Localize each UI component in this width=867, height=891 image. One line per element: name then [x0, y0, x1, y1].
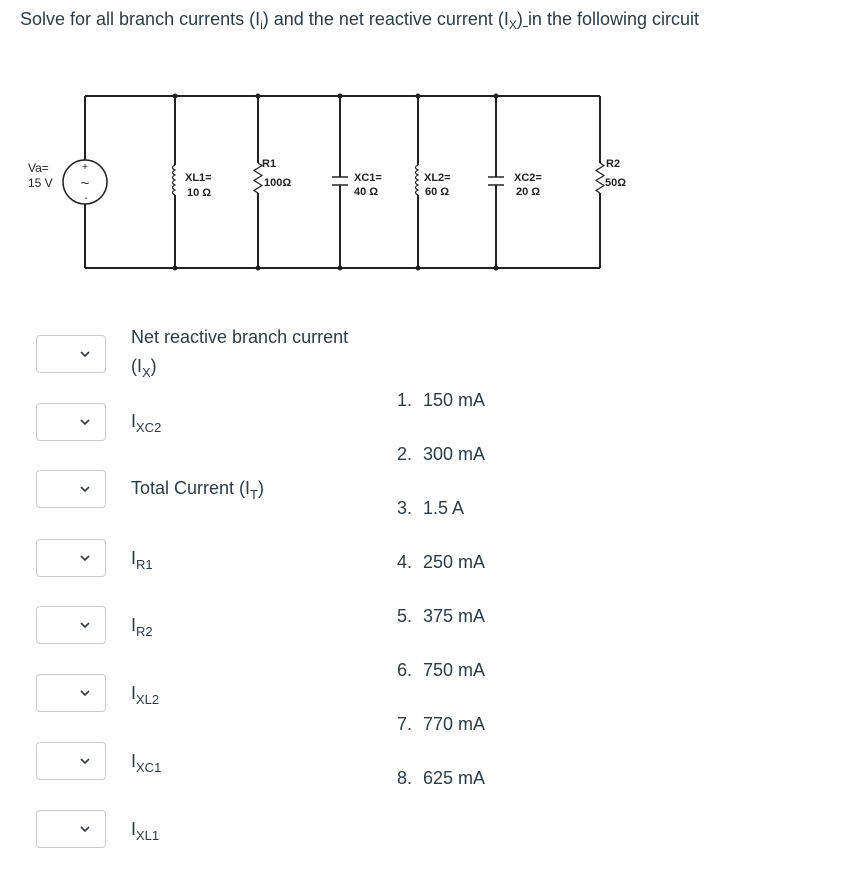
source-label: Va=	[28, 161, 49, 175]
chevron-down-icon	[78, 347, 92, 361]
item-text: )	[150, 356, 157, 376]
answer-dropdown-ir2[interactable]	[36, 606, 106, 644]
option-text: 250 mA	[423, 552, 486, 572]
item-text: )	[258, 478, 264, 498]
circuit-diagram	[20, 85, 640, 275]
xl1-value: 10 Ω	[187, 187, 212, 199]
option-number: 7.	[397, 714, 413, 734]
option-text: 770 mA	[423, 714, 486, 734]
option-number: 1.	[397, 390, 413, 410]
question-sub-x: X	[508, 18, 517, 32]
xc1-value: 40 Ω	[354, 186, 379, 198]
option-item	[397, 390, 485, 411]
inductor-xl2-symbol	[416, 165, 419, 195]
item-label-ixl2	[131, 679, 159, 708]
xl1-name: XL1=	[185, 172, 212, 184]
answer-dropdown-ir1[interactable]	[36, 539, 106, 577]
item-text: (I	[131, 356, 142, 376]
item-label-net-reactive	[131, 323, 348, 381]
option-number: 2.	[397, 444, 413, 464]
resistor-r2-symbol	[596, 163, 604, 193]
r2-name: R2	[606, 158, 621, 170]
item-text: Total Current (I	[131, 478, 251, 498]
xc1-name: XC1=	[354, 172, 382, 184]
option-item	[397, 444, 485, 465]
option-text: 150 mA	[423, 390, 486, 410]
option-number: 4.	[397, 552, 413, 572]
capacitor-xc2-symbol	[488, 177, 504, 185]
item-label-ixc1	[131, 747, 161, 776]
option-text: 750 mA	[423, 660, 486, 680]
question-part: ) and the net reactive current (I	[262, 9, 509, 29]
item-text-line2	[131, 352, 348, 381]
resistor-r1-symbol	[254, 163, 262, 193]
item-sub: R2	[136, 624, 153, 639]
answer-dropdown-ixl1[interactable]	[36, 810, 106, 848]
item-label-ir1	[131, 544, 153, 573]
xc2-name: XC2=	[514, 172, 542, 184]
item-text: I	[131, 615, 137, 635]
item-text: I	[131, 819, 137, 839]
question-part: Solve for all branch currents (I	[20, 9, 261, 29]
answer-dropdown-ixc1[interactable]	[36, 742, 106, 780]
option-number: 3.	[397, 498, 413, 518]
source-plus: +	[82, 162, 88, 173]
option-text: 375 mA	[423, 606, 486, 626]
item-text: I	[131, 751, 137, 771]
option-number: 5.	[397, 606, 413, 626]
question-text	[20, 4, 720, 34]
r1-name: R1	[262, 158, 277, 170]
item-sub: R1	[136, 557, 153, 572]
question-part: )	[516, 9, 523, 29]
option-item	[397, 714, 485, 735]
chevron-down-icon	[78, 686, 92, 700]
chevron-down-icon	[78, 618, 92, 632]
option-text: 625 mA	[423, 768, 486, 788]
item-sub: XL1	[136, 828, 160, 843]
item-text: I	[131, 411, 137, 431]
xc2-value: 20 Ω	[516, 186, 541, 198]
item-text: I	[131, 548, 137, 568]
item-text: I	[131, 683, 137, 703]
r1-value: 100Ω	[264, 177, 292, 189]
option-item	[397, 606, 485, 627]
chevron-down-icon	[78, 482, 92, 496]
option-number: 8.	[397, 768, 413, 788]
xl2-value: 60 Ω	[425, 186, 450, 198]
chevron-down-icon	[78, 551, 92, 565]
option-item	[397, 498, 464, 519]
item-sub: X	[142, 365, 151, 380]
item-sub: XL2	[136, 692, 160, 707]
option-item	[397, 768, 485, 789]
answer-dropdown-ixl2[interactable]	[36, 674, 106, 712]
item-text: Net reactive branch current	[131, 327, 349, 347]
source-value: 15 V	[28, 176, 53, 190]
item-sub: XC2	[136, 420, 162, 435]
option-item	[397, 552, 485, 573]
chevron-down-icon	[78, 415, 92, 429]
item-label-ixl1	[131, 815, 159, 844]
option-text: 300 mA	[423, 444, 486, 464]
inductor-xl1-symbol	[173, 165, 176, 195]
source-tilde: ~	[80, 175, 90, 192]
chevron-down-icon	[78, 754, 92, 768]
chevron-down-icon	[78, 822, 92, 836]
capacitor-xc1-symbol	[332, 177, 348, 185]
xl2-name: XL2=	[424, 172, 451, 184]
item-sub: XC1	[136, 760, 162, 775]
item-label-total-current	[131, 474, 264, 503]
question-sub-i: i	[260, 18, 263, 32]
source-minus: -	[84, 193, 88, 204]
option-number: 6.	[397, 660, 413, 680]
r2-value: 50Ω	[605, 177, 627, 189]
item-sub: T	[250, 487, 258, 502]
item-label-ir2	[131, 611, 153, 640]
option-text: 1.5 A	[423, 498, 465, 518]
option-item	[397, 660, 485, 681]
question-part: in the following circuit	[527, 9, 700, 29]
answer-dropdown-net-reactive[interactable]	[36, 335, 106, 373]
answer-dropdown-ixc2[interactable]	[36, 403, 106, 441]
item-label-ixc2	[131, 407, 161, 436]
answer-dropdown-total-current[interactable]	[36, 470, 106, 508]
